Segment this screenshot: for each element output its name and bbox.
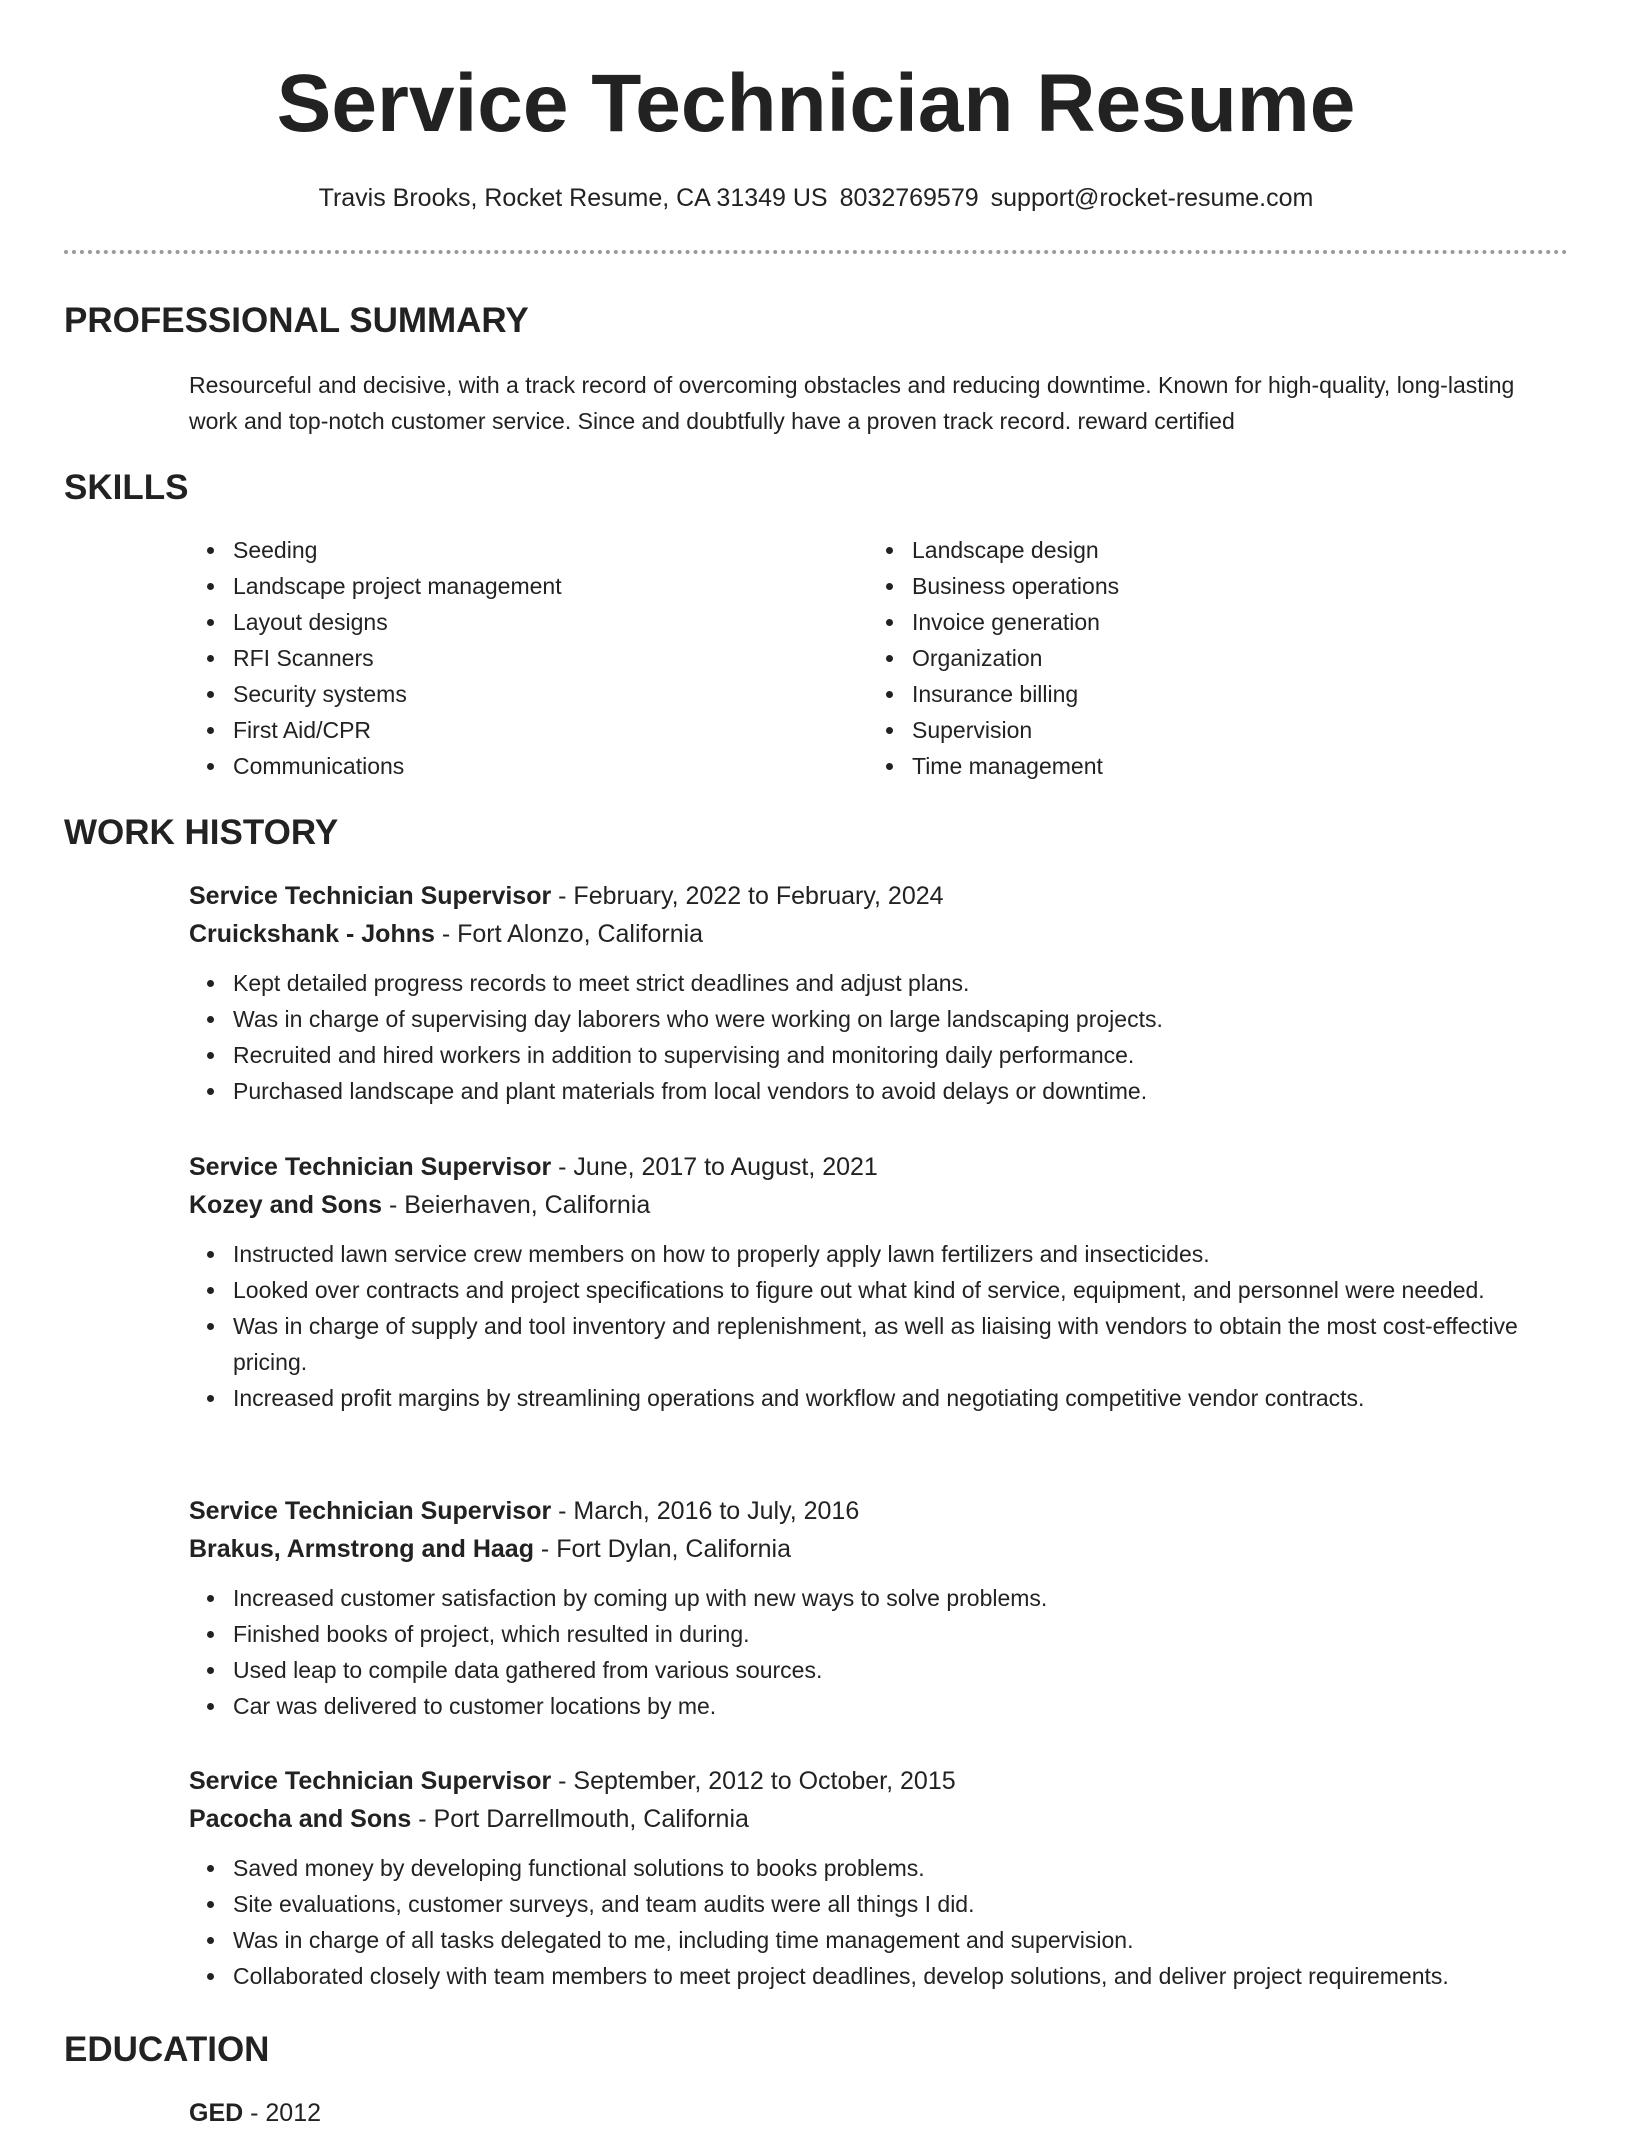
- skill-item: First Aid/CPR: [189, 712, 829, 748]
- skill-item: Business operations: [868, 568, 1508, 604]
- skill-item: Security systems: [189, 676, 829, 712]
- job-company-line: [189, 1186, 1569, 1224]
- job-bullet: Purchased landscape and plant materials from local vendors to avoid delays or downtime.: [189, 1073, 1569, 1109]
- job-bullets: [189, 1236, 1569, 1416]
- header-divider: [64, 250, 1568, 254]
- job-title-line: [189, 1148, 1569, 1186]
- job-title: Service Technician Supervisor: [189, 1497, 552, 1525]
- job-bullet: Was in charge of supply and tool inventory and replenishment, as well as liaising with vendors to obtain the most cost-effective pricing.: [189, 1308, 1569, 1380]
- job-title-line: [189, 877, 1569, 915]
- job-bullet: Kept detailed progress records to meet strict deadlines and adjust plans.: [189, 965, 1569, 1001]
- job-company: Kozey and Sons: [189, 1191, 383, 1219]
- resume-title: Service Technician Resume: [276, 58, 1356, 149]
- skill-item: Supervision: [868, 712, 1508, 748]
- contact-address: Travis Brooks, Rocket Resume, CA 31349 US: [318, 184, 828, 212]
- skill-item: Organization: [868, 640, 1508, 676]
- job-bullet: Increased customer satisfaction by coming up with new ways to solve problems.: [189, 1580, 1569, 1616]
- job-bullet: Was in charge of supervising day laborers who were working on large landscaping projects.: [189, 1001, 1569, 1037]
- skills-list-right: [868, 532, 1508, 784]
- job-location: - Beierhaven, California: [382, 1191, 651, 1219]
- job-bullet: Finished books of project, which resulted in during.: [189, 1616, 1569, 1652]
- job-bullet: Instructed lawn service crew members on how to properly apply lawn fertilizers and insecticides.: [189, 1236, 1569, 1272]
- job-bullets: [189, 1580, 1569, 1724]
- summary-text: Resourceful and decisive, with a track record of overcoming obstacles and reducing downtime. Known for high-quality, long-lasting work and top-notch customer service. Since and doubtfully have a proven track record. reward certified: [189, 372, 1515, 434]
- job-bullet: Saved money by developing functional solutions to books problems.: [189, 1850, 1569, 1886]
- job-bullet: Looked over contracts and project specifications to figure out what kind of service, equipment, and personnel were needed.: [189, 1272, 1569, 1308]
- skill-item: Communications: [189, 748, 829, 784]
- job-title-line: [189, 1492, 1569, 1530]
- job-bullets: [189, 1850, 1569, 1994]
- job-title: Service Technician Supervisor: [189, 1153, 552, 1181]
- summary-heading: PROFESSIONAL SUMMARY: [64, 301, 529, 340]
- job-entry: [189, 877, 1569, 1109]
- job-bullet: Was in charge of all tasks delegated to me, including time management and supervision.: [189, 1922, 1569, 1958]
- job-entry: [189, 1492, 1569, 1724]
- job-company-line: [189, 1800, 1569, 1838]
- contact-line: [0, 181, 1632, 215]
- job-bullet: Car was delivered to customer locations by me.: [189, 1688, 1569, 1724]
- education-degree: GED: [189, 2099, 244, 2127]
- job-company-line: [189, 1530, 1569, 1568]
- job-dates: - February, 2022 to February, 2024: [551, 882, 944, 910]
- job-location: - Fort Alonzo, California: [434, 920, 704, 948]
- job-dates: - June, 2017 to August, 2021: [551, 1153, 878, 1181]
- skill-item: Invoice generation: [868, 604, 1508, 640]
- skill-item: Layout designs: [189, 604, 829, 640]
- contact-phone: 8032769579: [839, 184, 979, 212]
- job-bullet: Recruited and hired workers in addition to supervising and monitoring daily performance.: [189, 1037, 1569, 1073]
- job-company: Pacocha and Sons: [189, 1805, 412, 1833]
- education-year: - 2012: [243, 2099, 322, 2127]
- skill-item: Landscape project management: [189, 568, 829, 604]
- job-location: - Port Darrellmouth, California: [411, 1805, 749, 1833]
- skills-heading: SKILLS: [64, 468, 189, 507]
- job-title: Service Technician Supervisor: [189, 882, 552, 910]
- education-heading: EDUCATION: [64, 2030, 270, 2069]
- job-entry: [189, 1148, 1569, 1416]
- work-history-heading: WORK HISTORY: [64, 813, 339, 852]
- job-bullet: Collaborated closely with team members to meet project deadlines, develop solutions, and deliver project requirements.: [189, 1958, 1569, 1994]
- job-entry: [189, 1762, 1569, 1994]
- job-company-line: [189, 915, 1569, 953]
- education-entry: [189, 2094, 321, 2132]
- job-dates: - September, 2012 to October, 2015: [551, 1767, 956, 1795]
- job-bullets: [189, 965, 1569, 1109]
- job-dates: - March, 2016 to July, 2016: [551, 1497, 860, 1525]
- skill-item: Insurance billing: [868, 676, 1508, 712]
- job-bullet: Used leap to compile data gathered from various sources.: [189, 1652, 1569, 1688]
- skill-item: Time management: [868, 748, 1508, 784]
- job-location: - Fort Dylan, California: [533, 1535, 792, 1563]
- job-company: Cruickshank - Johns: [189, 920, 435, 948]
- skill-item: Landscape design: [868, 532, 1508, 568]
- job-title: Service Technician Supervisor: [189, 1767, 552, 1795]
- skills-list-left: [189, 532, 829, 784]
- job-company: Brakus, Armstrong and Haag: [189, 1535, 534, 1563]
- job-bullet: Site evaluations, customer surveys, and team audits were all things I did.: [189, 1886, 1569, 1922]
- contact-email: support@rocket-resume.com: [990, 184, 1314, 212]
- skill-item: RFI Scanners: [189, 640, 829, 676]
- skill-item: Seeding: [189, 532, 829, 568]
- job-title-line: [189, 1762, 1569, 1800]
- job-bullet: Increased profit margins by streamlining operations and workflow and negotiating competitive vendor contracts.: [189, 1380, 1569, 1416]
